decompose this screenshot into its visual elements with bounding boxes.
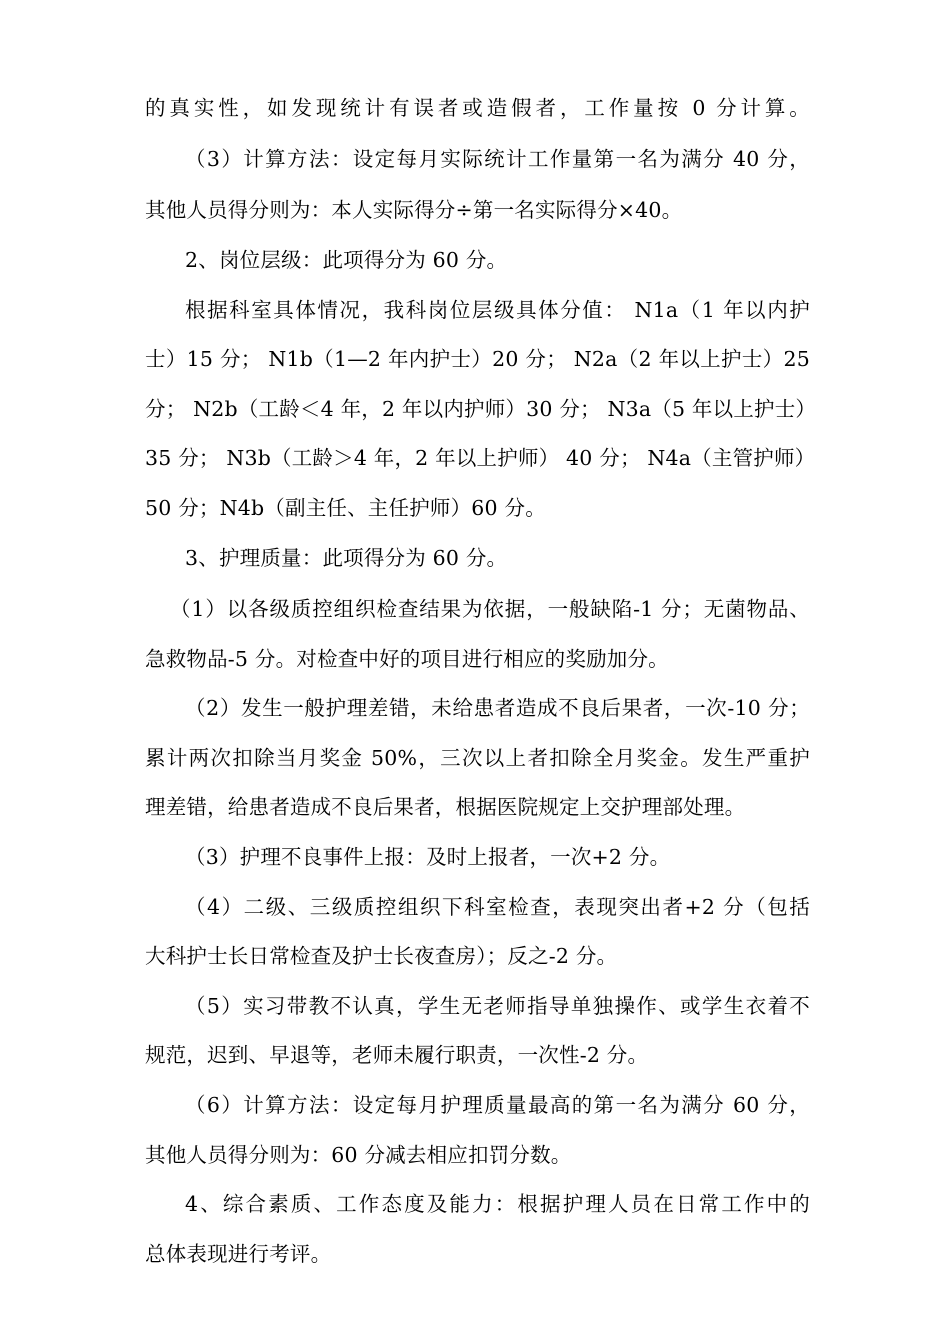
section-heading: 3、护理质量：此项得分为 60 分。: [185, 546, 508, 570]
text-line: 35 分； N3b（工龄＞4 年，2 年以上护师） 40 分； N4a（主管护师）: [145, 446, 816, 470]
text-line: 50 分；N4b（副主任、主任护师）60 分。: [145, 496, 546, 520]
text-line: 总体表现进行考评。: [145, 1242, 332, 1266]
text-line: （3）护理不良事件上报：及时上报者，一次+2 分。: [185, 845, 671, 869]
section-heading: 2、岗位层级：此项得分为 60 分。: [185, 248, 508, 272]
text-line: （3）计算方法：设定每月实际统计工作量第一名为满分 40 分，: [185, 147, 810, 171]
text-line: 的真实性，如发现统计有误者或造假者，工作量按 0 分计算。: [145, 96, 810, 120]
text-line: 根据科室具体情况，我科岗位层级具体分值： N1a（1 年以内护: [185, 298, 810, 322]
text-line: 其他人员得分则为：本人实际得分÷第一名实际得分×40。: [145, 198, 683, 222]
text-line: 累计两次扣除当月奖金 50%，三次以上者扣除全月奖金。发生严重护: [145, 746, 810, 770]
text-line: 大科护士长日常检查及护士长夜查房）；反之-2 分。: [145, 944, 618, 968]
text-line: （5）实习带教不认真，学生无老师指导单独操作、或学生衣着不: [185, 994, 810, 1018]
text-line: 规范，迟到、早退等，老师未履行职责，一次性-2 分。: [145, 1043, 649, 1067]
text-line: （4）二级、三级质控组织下科室检查，表现突出者+2 分（包括: [185, 895, 810, 919]
text-line: 分； N2b（工龄＜4 年，2 年以内护师）30 分； N3a（5 年以上护士）: [145, 397, 817, 421]
text-line: 士）15 分； N1b（1—2 年内护士）20 分； N2a（2 年以上护士）25: [145, 347, 810, 371]
text-line: （1）以各级质控组织检查结果为依据，一般缺陷-1 分；无菌物品、: [170, 597, 810, 621]
text-line: 急救物品-5 分。对检查中好的项目进行相应的奖励加分。: [145, 647, 669, 671]
text-line: （6）计算方法：设定每月护理质量最高的第一名为满分 60 分，: [185, 1093, 810, 1117]
text-line: 其他人员得分则为：60 分减去相应扣罚分数。: [145, 1143, 572, 1167]
text-line: 理差错，给患者造成不良后果者，根据医院规定上交护理部处理。: [145, 795, 746, 819]
section-heading: 4、综合素质、工作态度及能力：根据护理人员在日常工作中的: [185, 1192, 810, 1216]
text-line: （2）发生一般护理差错，未给患者造成不良后果者，一次-10 分；: [185, 696, 810, 720]
